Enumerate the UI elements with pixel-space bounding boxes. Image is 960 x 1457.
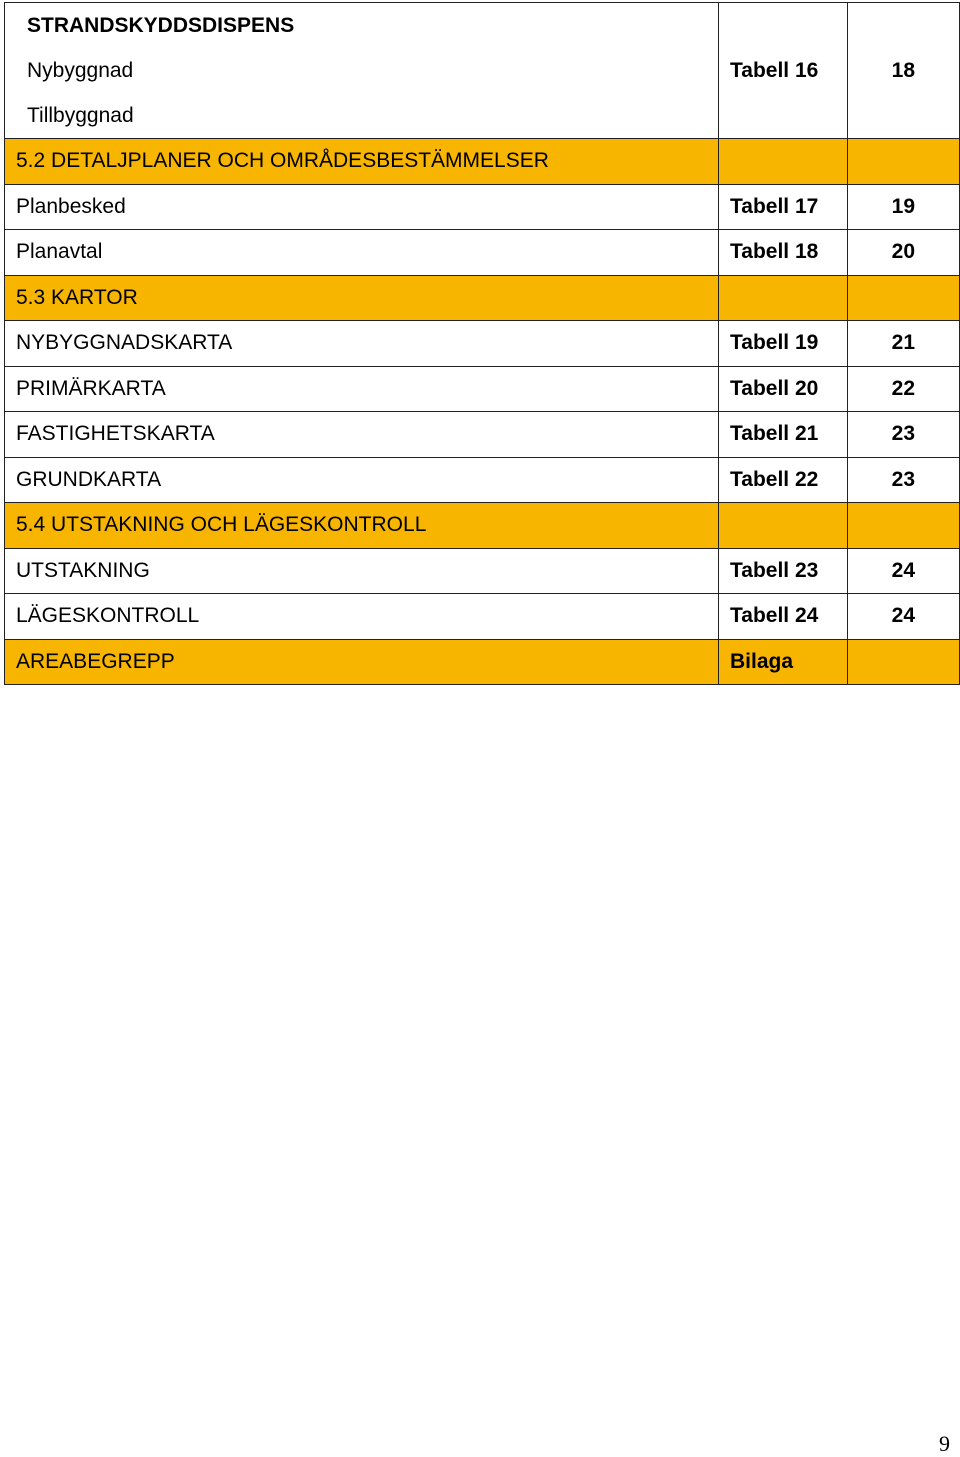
toc-row (5, 366, 960, 412)
toc-row (5, 594, 960, 640)
toc-entry-table-ref: Tabell 18 (719, 230, 848, 276)
toc-entry-title: UTSTAKNING (5, 548, 719, 594)
toc-entry-page: 19 (848, 184, 960, 230)
toc-row (5, 412, 960, 458)
toc-body (5, 3, 960, 685)
toc-row (5, 184, 960, 230)
toc-entry-page: 21 (848, 321, 960, 367)
toc-entry-title: Planavtal (5, 230, 719, 276)
toc-heading-row (5, 639, 960, 685)
toc-heading-row (5, 139, 960, 185)
toc-heading-row (5, 503, 960, 549)
toc-entry-title: LÄGESKONTROLL (5, 594, 719, 640)
page-number: 9 (939, 1431, 950, 1456)
toc-entry-page: 23 (848, 457, 960, 503)
toc-entry-page (848, 139, 960, 185)
toc-entry-page: 24 (848, 548, 960, 594)
toc-entry-title: FASTIGHETSKARTA (5, 412, 719, 458)
toc-row-first (5, 3, 960, 139)
toc-cell-table-ref (719, 3, 848, 139)
toc-entry-table-ref: Tabell 20 (719, 366, 848, 412)
toc-entry-page: 23 (848, 412, 960, 458)
toc-entry-page: 22 (848, 366, 960, 412)
toc-entry-page (848, 275, 960, 321)
toc-entry-title: NYBYGGNADSKARTA (5, 321, 719, 367)
toc-entry-table-ref: Tabell 24 (719, 594, 848, 640)
sub-item: Nybyggnad (27, 59, 134, 82)
page-ref: 18 (891, 59, 915, 82)
toc-entry-table-ref: Bilaga (719, 639, 848, 685)
toc-section-heading: 5.3 KARTOR (5, 275, 719, 321)
toc-entry-page: 24 (848, 594, 960, 640)
toc-entry-table-ref (719, 275, 848, 321)
toc-entry-table-ref (719, 503, 848, 549)
toc-row (5, 457, 960, 503)
toc-entry-title: GRUNDKARTA (5, 457, 719, 503)
table-of-contents (4, 2, 960, 685)
toc-cell-title (5, 3, 719, 139)
toc-entry-table-ref: Tabell 21 (719, 412, 848, 458)
toc-entry-page: 20 (848, 230, 960, 276)
toc-entry-page (848, 503, 960, 549)
toc-entry-page (848, 639, 960, 685)
toc-row (5, 548, 960, 594)
toc-row (5, 230, 960, 276)
toc-section-heading: AREABEGREPP (5, 639, 719, 685)
toc-section-heading: 5.4 UTSTAKNING OCH LÄGESKONTROLL (5, 503, 719, 549)
toc-entry-table-ref: Tabell 19 (719, 321, 848, 367)
sub-item: Tillbyggnad (27, 104, 134, 127)
toc-cell-page (848, 3, 960, 139)
toc-entry-title: PRIMÄRKARTA (5, 366, 719, 412)
toc-entry-table-ref: Tabell 17 (719, 184, 848, 230)
table-ref: Tabell 16 (730, 59, 819, 82)
toc-entry-table-ref: Tabell 22 (719, 457, 848, 503)
toc-entry-table-ref (719, 139, 848, 185)
toc-entry-table-ref: Tabell 23 (719, 548, 848, 594)
toc-section-heading: 5.2 DETALJPLANER OCH OMRÅDESBESTÄMMELSER (5, 139, 719, 185)
section-title: STRANDSKYDDSDISPENS (27, 14, 295, 37)
toc-row (5, 321, 960, 367)
toc-entry-title: Planbesked (5, 184, 719, 230)
toc-heading-row (5, 275, 960, 321)
